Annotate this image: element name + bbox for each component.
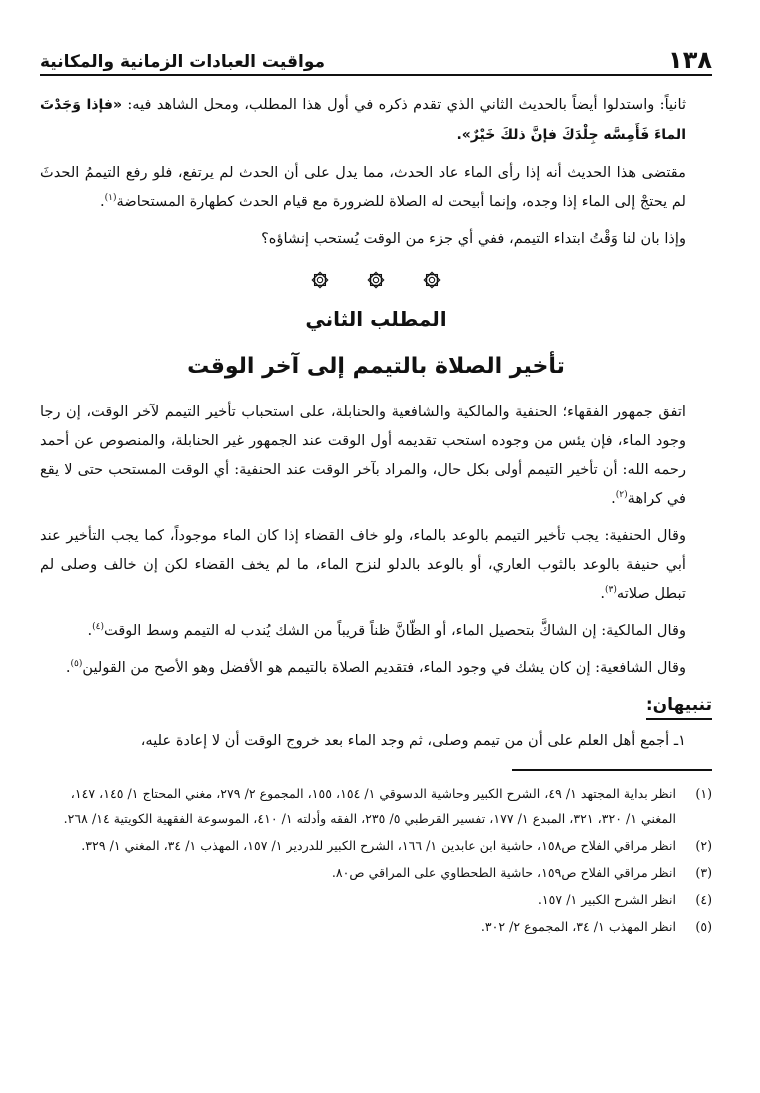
footnote-divider [512, 769, 712, 771]
footnote-number: (٢) [695, 838, 712, 853]
footnote-ref: (٥) [70, 659, 83, 670]
footnote-number: (٥) [695, 919, 712, 934]
footnote-number: (٤) [695, 892, 712, 907]
footnote [40, 914, 712, 939]
notes-heading: تنبيهان: [646, 692, 712, 720]
footnote-ref: (١) [104, 193, 117, 204]
page-number: ١٣٨ [668, 46, 712, 74]
paragraph-text: وقال المالكية: إن الشاكَّ بتحصيل الماء، أو الظّانَّ ظناً قريباً من الشك يُندب له التيمم وسط الوقت [103, 622, 686, 639]
paragraph [40, 90, 712, 150]
section-heading: تأخير الصلاة بالتيمم إلى آخر الوقت [187, 354, 565, 379]
paragraph: وقال الشافعية: إن كان يشك في وجود الماء، فتقديم الصلاة بالتيمم هو الأفضل وهو الأصح من القولين$^{(٥)}$. [65, 659, 686, 676]
hadith-quote: «فإذا وَجَدْتَ الماءَ فَأَمِسَّه جِلْدَكَ فإنَّ ذلكَ خَيْرٌ». [40, 97, 686, 143]
running-title: مواقيت العبادات الزمانية والمكانية [40, 52, 325, 72]
footnote [40, 860, 712, 885]
footnote-text: انظر مراقي الفلاح ص١٥٩، حاشية الطحطاوي على المراقي ص٨٠. [331, 865, 676, 880]
paragraph-text: وقال الحنفية: يجب تأخير التيمم بالوعد بالماء، ولو خاف القضاء إذا كان الماء موجوداً، كما يجب التأخير عند أبي حنيفة بالوعد بالثوب العاري، أو بالوعد بالدلو لنزح الماء، ما لم يخف القضاء لكن إن خالف وصلى لم تبطل صلاته [40, 527, 686, 602]
ornament-icon [367, 271, 385, 289]
footnote [40, 833, 712, 858]
footnote-number: (١) [695, 786, 712, 801]
main-text [40, 90, 712, 755]
footnote-ref: (٣) [605, 585, 617, 596]
footnote-ref: (٢) [615, 490, 628, 501]
paragraph: وقال الحنفية: يجب تأخير التيمم بالوعد بالماء، ولو خاف القضاء إذا كان الماء موجوداً، كما يجب التأخير عند أبي حنيفة بالوعد بالثوب العاري، أو بالوعد بالدلو لنزح الماء، ما لم يخف القضاء لكن إن خالف وصلى لم تبطل صلاته$^{(٣)}$. [40, 527, 686, 602]
footnote-ref: (٤) [92, 622, 104, 633]
footnote [40, 887, 712, 912]
paragraph: مقتضى هذا الحديث أنه إذا رأى الماء عاد الحدث، مما يدل على أن الحدث لم يرتفع، فلو رفع التيممُ الحدثَ لم يحتجْ إلى الماء إذا وجده، وإنما أبيحت له الصلاة للضرورة مع قيام الحدث كطهارة المستحاضة$^{(١)}$. [40, 164, 686, 210]
footnote-number: (٣) [695, 865, 712, 880]
footnote-text: انظر مراقي الفلاح ص١٥٨، حاشية ابن عابدين ١/ ١٦٦، الشرح الكبير للدردير ١/ ١٥٧، المهذب ١/ ٣٤، المغني ١/ ٣٢٩. [81, 838, 676, 853]
footnote-text: انظر المهذب ١/ ٣٤، المجموع ٢/ ٣٠٢. [480, 919, 676, 934]
paragraph-text: اتفق جمهور الفقهاء؛ الحنفية والمالكية والشافعية والحنابلة، على استحباب تأخير التيمم لآخر الوقت، إن رجا وجود الماء، فإن يئس من وجوده استحب تقديمه أول الوقت عند الجمهور غير الحنابلة، والمنصوص عن أحمد رحمه الله: أن تأخير التيمم أولى بكل حال، والمراد بآخر الوقت عند الحنفية: أي الوقت المستحب حتى لا يقع في كراهة [40, 403, 686, 507]
paragraph [40, 224, 712, 253]
footnote [40, 781, 712, 831]
paragraph-text: ثانياً: واستدلوا أيضاً بالحديث الثاني الذي تقدم ذكره في أول هذا المطلب، ومحل الشاهد فيه: [122, 96, 687, 113]
paragraph-text: مقتضى هذا الحديث أنه إذا رأى الماء عاد الحدث، مما يدل على أن الحدث لم يرتفع، فلو رفع التيممُ الحدثَ لم يحتجْ إلى الماء إذا وجده، وإنما أبيحت له الصلاة للضرورة مع قيام الحدث كطهارة المستحاضة [40, 164, 686, 210]
footnote-text: انظر بداية المجتهد ١/ ٤٩، الشرح الكبير وحاشية الدسوقي ١/ ١٥٤، ١٥٥، المجموع ٢/ ٢٧٩، مغني المحتاج ١/ ١٤٥، ١٤٧، المغني ١/ ٣٢٠، ٣٢١، المبدع ١/ ١٧٧، تفسير القرطبي ٥/ ٢٣٥، الفقه وأدلته ١/ ٤١٠، الموسوعة الفقهية الكويتية ١٤/ ٢٦٨. [63, 786, 676, 826]
paragraph-text: وإذا بان لنا وَقْتُ ابتداء التيمم، ففي أي جزء من الوقت يُستحب إنشاؤه؟ [261, 230, 686, 247]
book-page [40, 40, 712, 1073]
footnotes [40, 781, 712, 939]
paragraph: اتفق جمهور الفقهاء؛ الحنفية والمالكية والشافعية والحنابلة، على استحباب تأخير التيمم لآخر الوقت، إن رجا وجود الماء، فإن يئس من وجوده استحب تقديمه أول الوقت عند الجمهور غير الحنابلة، والمنصوص عن أحمد رحمه الله: أن تأخير التيمم أولى بكل حال، والمراد بآخر الوقت عند الحنفية: أي الوقت المستحب حتى لا يقع في كراهة$^{(٢)}$. [40, 403, 686, 507]
paragraph: وقال المالكية: إن الشاكَّ بتحصيل الماء، أو الظّانَّ ظناً قريباً من الشك يُندب له التيمم وسط الوقت$^{(٤)}$. [87, 622, 686, 639]
paragraph-text: وقال الشافعية: إن كان يشك في وجود الماء، فتقديم الصلاة بالتيمم هو الأفضل وهو الأصح من القولين [82, 659, 686, 676]
ornament-icon [423, 271, 441, 289]
section-subtitle: المطلب الثاني [305, 307, 447, 331]
footnote-text: انظر الشرح الكبير ١/ ١٥٧. [537, 892, 676, 907]
page-header [40, 40, 712, 76]
ornament-icon [311, 271, 329, 289]
note-item: ١ـ أجمع أهل العلم على أن من تيمم وصلى، ثم وجد الماء بعد خروج الوقت أن لا إعادة عليه، [140, 732, 686, 749]
section-divider [40, 271, 712, 289]
